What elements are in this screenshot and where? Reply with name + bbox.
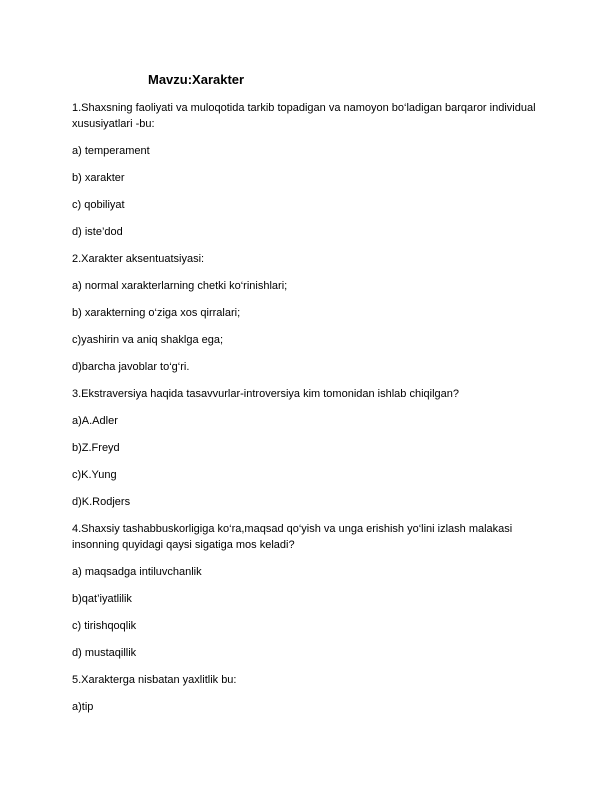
question-list — [72, 100, 547, 726]
answer-option: c)K.Yung — [72, 469, 117, 481]
answer-option: c) tirishqoqlik — [72, 620, 137, 632]
question-text: 4.Shaxsiy tashabbuskorligiga ko‘ra,maqsad qo‘yish va unga erishish yo‘lini izlash malakasi insonning quyidagi qaysi sigatiga mos keladi? — [72, 523, 513, 551]
answer-option: a)tip — [72, 701, 94, 713]
question-text: 1.Shaxsning faoliyati va muloqotida tarkib topadigan va namoyon bo‘ladigan barqaror individual xususiyatlari -bu: — [72, 102, 536, 130]
answer-option: b) xarakter — [72, 172, 125, 184]
answer-option: a) maqsadga intiluvchanlik — [72, 566, 202, 578]
question-2 — [72, 251, 547, 375]
answer-option: d) mustaqillik — [72, 647, 137, 659]
answer-option: c) qobiliyat — [72, 199, 125, 211]
answer-option: b)Z.Freyd — [72, 442, 120, 454]
question-1 — [72, 100, 547, 240]
question-4 — [72, 521, 547, 661]
answer-option: c)yashirin va aniq shaklga ega; — [72, 334, 224, 346]
page-title: Mavzu:Xarakter — [148, 72, 245, 87]
question-5 — [72, 672, 547, 715]
answer-option: a) temperament — [72, 145, 150, 157]
answer-option: a) normal xarakterlarning chetki ko‘rinishlari; — [72, 280, 288, 292]
answer-option: d)K.Rodjers — [72, 496, 131, 508]
answer-option: b) xarakterning o‘ziga xos qirralari; — [72, 307, 241, 319]
question-3 — [72, 386, 547, 510]
question-text: 2.Xarakter aksentuatsiyasi: — [72, 253, 205, 265]
answer-option: a)A.Adler — [72, 415, 118, 427]
answer-option: d)barcha javoblar to‘g‘ri. — [72, 361, 190, 373]
answer-option: d) iste’dod — [72, 226, 123, 238]
answer-option: b)qat’iyatlilik — [72, 593, 132, 605]
question-text: 5.Xarakterga nisbatan yaxlitlik bu: — [72, 674, 237, 686]
question-text: 3.Ekstraversiya haqida tasavvurlar-introversiya kim tomonidan ishlab chiqilgan? — [72, 388, 460, 400]
